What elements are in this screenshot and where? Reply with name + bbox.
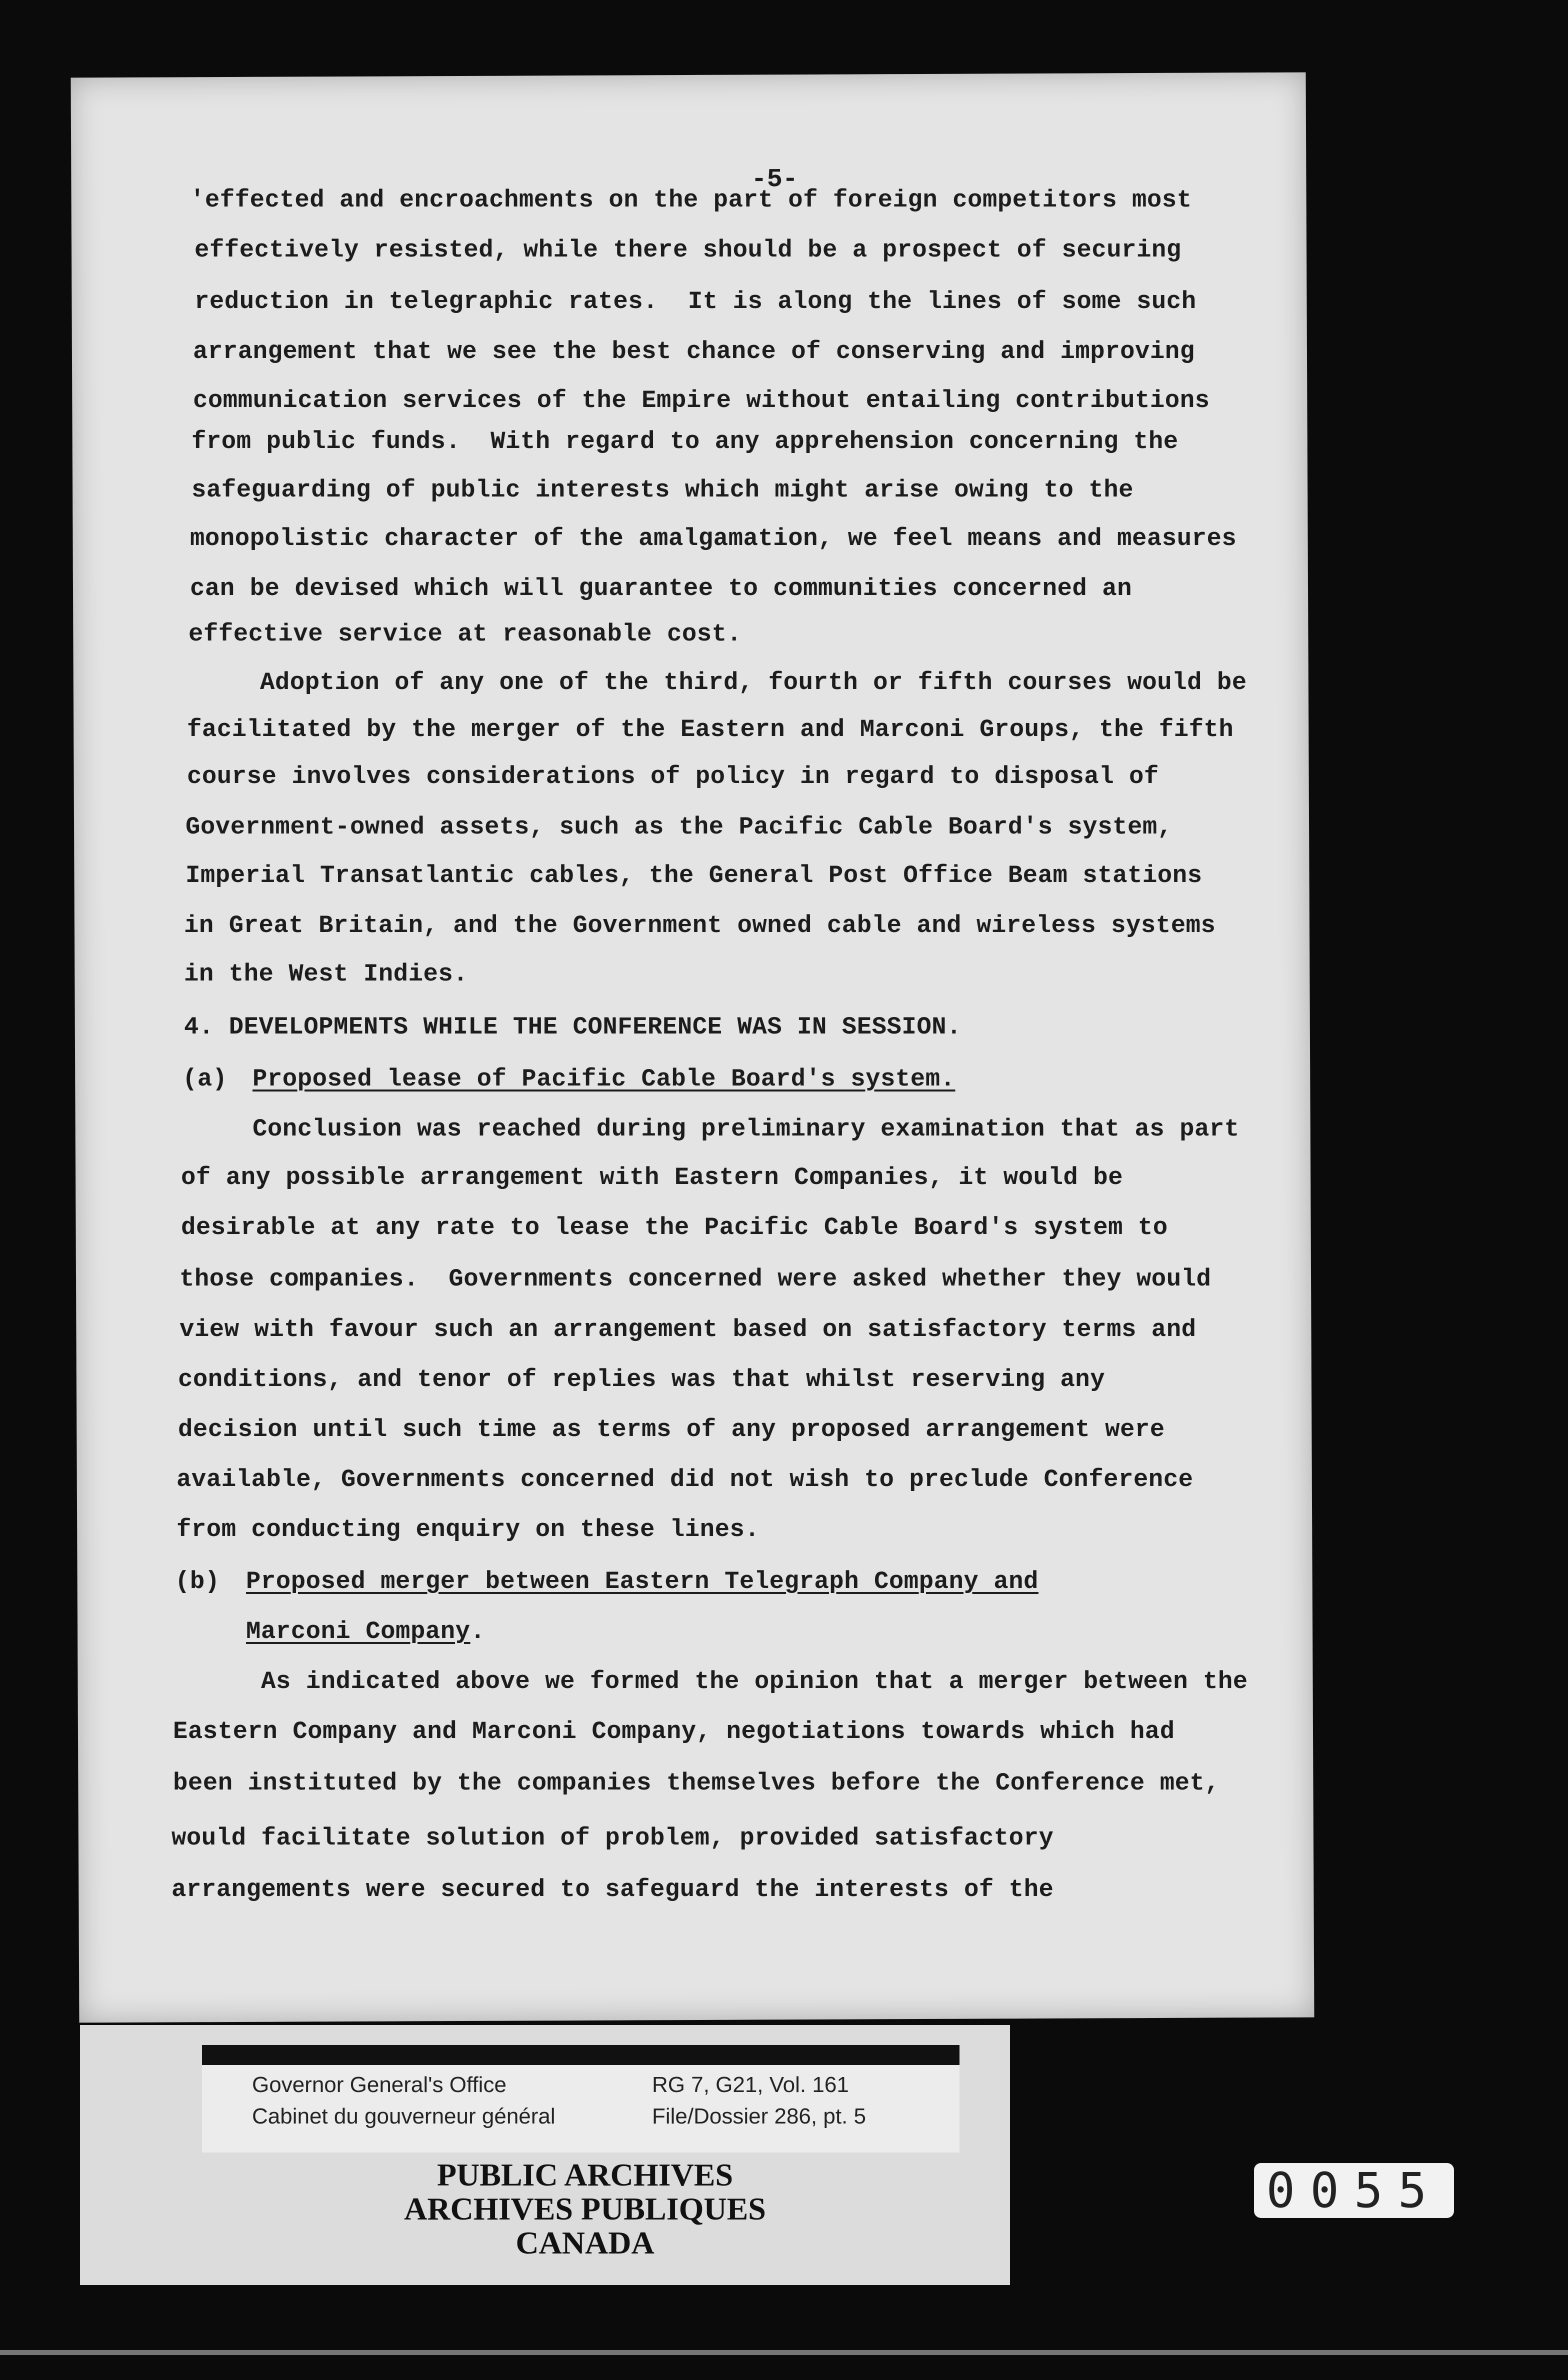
text-line: arrangements were secured to safeguard the interests of the xyxy=(172,1876,1054,1904)
text-line: communication services of the Empire without entailing contributions xyxy=(193,386,1210,414)
heading-period: . xyxy=(470,1618,486,1646)
text-line: in the West Indies. xyxy=(184,960,468,988)
text-line: Conclusion was reached during preliminary examination that as part xyxy=(252,1115,1240,1143)
text-line: of any possible arrangement with Eastern Companies, it would be xyxy=(181,1164,1124,1192)
text-line: Eastern Company and Marconi Company, negotiations towards which had xyxy=(173,1718,1175,1746)
text-line: Imperial Transatlantic cables, the General Post Office Beam stations xyxy=(186,862,1202,890)
text-line: 'effected and encroachments on the part of foreign competitors most xyxy=(190,186,1192,214)
text-line: monopolistic character of the amalgamation, we feel means and measures xyxy=(190,524,1237,552)
text-line: been instituted by the companies themselves before the Conference met, xyxy=(173,1769,1220,1797)
text-line: conditions, and tenor of replies was that whilst reserving any xyxy=(178,1366,1106,1394)
subsection-marker: (a) xyxy=(182,1065,228,1093)
text-line: desirable at any rate to lease the Pacific Cable Board's system to xyxy=(181,1214,1168,1242)
subsection-heading-underlined: Marconi Company xyxy=(246,1618,470,1646)
stamp-line: PUBLIC ARCHIVES xyxy=(436,2157,734,2192)
page-number: -5- xyxy=(751,164,798,194)
subsection-heading: Proposed merger between Eastern Telegraph Company and xyxy=(246,1568,1038,1596)
stamp-line: CANADA xyxy=(516,2225,654,2260)
text-line: reduction in telegraphic rates. It is along the lines of some such xyxy=(194,288,1196,316)
text-line: course involves considerations of policy in regard to disposal of xyxy=(187,762,1159,790)
text-line: those companies. Governments concerned were asked whether they would xyxy=(180,1265,1212,1293)
text-line: in Great Britain, and the Government owned cable and wireless systems xyxy=(184,912,1216,940)
subsection-heading-cont xyxy=(246,1616,485,1646)
text-line: view with favour such an arrangement based on satisfactory terms and xyxy=(180,1316,1196,1344)
archive-label xyxy=(202,2045,960,2152)
text-line: arrangement that we see the best chance of conserving and improving xyxy=(193,338,1195,366)
text-line: can be devised which will guarantee to communities concerned an xyxy=(190,574,1132,602)
office-fr: Cabinet du gouverneur général xyxy=(252,2104,556,2128)
subsection-heading: Proposed lease of Pacific Cable Board's system. xyxy=(252,1065,956,1093)
text-line: from conducting enquiry on these lines. xyxy=(176,1516,760,1544)
stamp-line: ARCHIVES PUBLIQUES xyxy=(404,2191,766,2226)
text-line: from public funds. With regard to any apprehension concerning the xyxy=(192,428,1178,456)
text-line: effective service at reasonable cost. xyxy=(188,620,742,648)
frame-counter: 0055 xyxy=(1254,2163,1454,2218)
file-reference: File/Dossier 286, pt. 5 xyxy=(652,2104,866,2128)
text-line: would facilitate solution of problem, provided satisfactory xyxy=(172,1824,1054,1852)
text-line: safeguarding of public interests which might arise owing to the xyxy=(192,476,1134,504)
office-en: Governor General's Office xyxy=(252,2072,506,2097)
text-line: facilitated by the merger of the Eastern and Marconi Groups, the fifth xyxy=(187,716,1234,744)
text-line: As indicated above we formed the opinion that a merger between the xyxy=(261,1668,1248,1696)
text-line: available, Governments concerned did not wish to preclude Conference xyxy=(176,1466,1194,1494)
text-line: Government-owned assets, such as the Pacific Cable Board's system, xyxy=(186,813,1172,841)
text-line: Adoption of any one of the third, fourth or fifth courses would be xyxy=(260,668,1247,696)
section-heading: 4. DEVELOPMENTS WHILE THE CONFERENCE WAS IN SESSION. xyxy=(184,1013,962,1041)
record-reference: RG 7, G21, Vol. 161 xyxy=(652,2072,849,2097)
text-line: decision until such time as terms of any proposed arrangement were xyxy=(178,1416,1165,1444)
subsection-marker: (b) xyxy=(175,1568,220,1596)
film-edge xyxy=(0,2350,1568,2355)
text-line: effectively resisted, while there should be a prospect of securing xyxy=(194,236,1182,264)
